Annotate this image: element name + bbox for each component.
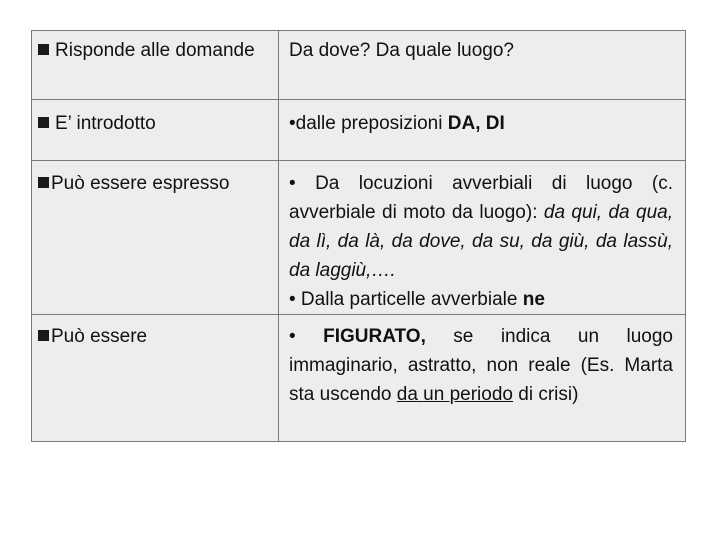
figurato-ending: di crisi) bbox=[512, 384, 579, 405]
locuzioni-paragraph bbox=[289, 169, 673, 285]
underlined-word: da bbox=[396, 384, 418, 405]
row-label: Risponde alle domande bbox=[55, 40, 255, 61]
row-label: E’ introdotto bbox=[55, 113, 156, 134]
particella-text: • Dalla particelle avverbiale bbox=[289, 289, 523, 310]
row-label-cell bbox=[32, 100, 279, 161]
bullet-text: • bbox=[289, 326, 324, 347]
row-label: Può essere espresso bbox=[51, 173, 230, 194]
particella-paragraph bbox=[289, 285, 673, 314]
row-label-cell bbox=[32, 161, 279, 315]
table-row bbox=[32, 315, 686, 442]
figurato-description: se indica un luogo immaginario, astratto, non reale (Es. Marta sta uscendo bbox=[289, 326, 673, 405]
checkbox-bullet-icon bbox=[38, 330, 49, 341]
row-content-cell bbox=[279, 100, 686, 161]
table-row bbox=[32, 161, 686, 315]
underlined-word: periodo bbox=[449, 384, 513, 405]
underlined-word: un bbox=[423, 384, 445, 405]
row-label-cell bbox=[32, 315, 279, 442]
checkbox-bullet-icon bbox=[38, 44, 49, 55]
locuzioni-text: • Da locuzioni avverbiali di luogo (c. avverbiale di moto da luogo): bbox=[289, 173, 673, 223]
row-content-cell bbox=[279, 161, 686, 315]
row-content-cell bbox=[279, 31, 686, 100]
locuzioni-examples: da qui, da qua, da lì, da là, da dove, da su, da giù, da lassù, da laggiù,…. bbox=[289, 202, 673, 281]
row-label-cell bbox=[32, 31, 279, 100]
row-label: Può essere bbox=[51, 326, 148, 347]
checkbox-bullet-icon bbox=[38, 177, 49, 188]
row-content-cell bbox=[279, 315, 686, 442]
checkbox-bullet-icon bbox=[38, 117, 49, 128]
figurato-text: FIGURATO, bbox=[323, 326, 426, 347]
row-content: •dalle preposizioni bbox=[289, 113, 448, 134]
table-row bbox=[32, 31, 686, 100]
particella-ne: ne bbox=[522, 289, 545, 310]
row-content: Da dove? Da quale luogo? bbox=[289, 40, 515, 61]
prepositions-text: DA, DI bbox=[447, 113, 505, 134]
info-table bbox=[31, 30, 686, 442]
table-row bbox=[32, 100, 686, 161]
